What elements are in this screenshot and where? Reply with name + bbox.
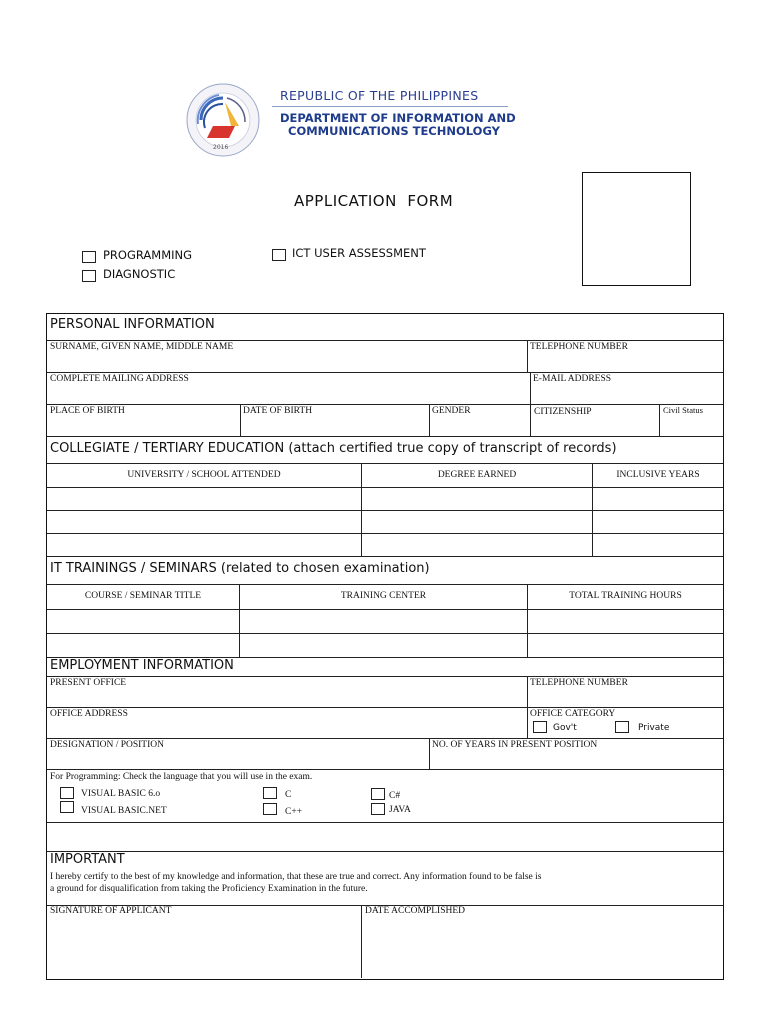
edu-row-1[interactable] — [47, 488, 723, 510]
ict-user-checkbox[interactable] — [272, 249, 286, 261]
certification-line1: I hereby certify to the best of my knowledge and information, that these are true and correct. Any information found to be false is — [50, 872, 542, 882]
gender-field[interactable]: GENDER — [432, 406, 471, 416]
republic-title: REPUBLIC OF THE PHILIPPINES — [280, 88, 479, 103]
row-line — [47, 851, 723, 852]
train-col-center: TRAINING CENTER — [340, 591, 427, 601]
ict-user-label: ICT USER ASSESSMENT — [292, 246, 426, 260]
civil-status-field[interactable]: Civil Status — [663, 405, 703, 415]
col-line — [530, 372, 531, 404]
cpp-label: C++ — [285, 807, 303, 817]
programming-instruction: For Programming: Check the language that you will use in the exam. — [50, 772, 313, 782]
header-divider — [272, 106, 508, 107]
years-position-field[interactable]: NO. OF YEARS IN PRESENT POSITION — [432, 740, 598, 750]
office-telephone-field[interactable]: TELEPHONE NUMBER — [530, 678, 628, 688]
col-line — [659, 404, 660, 436]
edu-row-2[interactable] — [47, 511, 723, 533]
private-checkbox[interactable] — [615, 721, 629, 733]
name-field[interactable]: SURNAME, GIVEN NAME, MIDDLE NAME — [50, 342, 234, 352]
important-heading: IMPORTANT — [50, 852, 125, 867]
certification-line2: a ground for disqualification from taking the Proficiency Examination in the future. — [50, 884, 368, 894]
personal-heading: PERSONAL INFORMATION — [50, 317, 215, 332]
edu-row-3[interactable] — [47, 534, 723, 556]
employment-heading: EMPLOYMENT INFORMATION — [50, 658, 234, 673]
vb6-checkbox[interactable] — [60, 787, 74, 799]
col-line — [429, 404, 430, 436]
vbnet-checkbox[interactable] — [60, 801, 74, 813]
edu-col-years: INCLUSIVE YEARS — [616, 470, 700, 480]
train-row-2[interactable] — [47, 634, 723, 657]
email-field[interactable]: E-MAIL ADDRESS — [533, 374, 612, 384]
office-category-label: OFFICE CATEGORY — [530, 709, 616, 719]
train-row-1[interactable] — [47, 610, 723, 633]
present-office-field[interactable]: PRESENT OFFICE — [50, 678, 127, 688]
date-of-birth-field[interactable]: DATE OF BIRTH — [243, 406, 313, 416]
citizenship-field[interactable]: CITIZENSHIP — [534, 407, 592, 417]
programming-label: PROGRAMMING — [103, 248, 193, 262]
trainings-heading: IT TRAININGS / SEMINARS (related to chosen examination) — [50, 561, 430, 576]
java-label: JAVA — [389, 805, 411, 815]
signature-field[interactable]: SIGNATURE OF APPLICANT — [50, 906, 172, 916]
csharp-checkbox[interactable] — [371, 788, 385, 800]
office-address-field[interactable]: OFFICE ADDRESS — [50, 709, 128, 719]
seal-year: 2016 — [213, 144, 229, 151]
row-line — [47, 372, 723, 373]
row-line — [47, 556, 723, 557]
col-line — [429, 738, 430, 769]
train-col-title: COURSE / SEMINAR TITLE — [84, 591, 202, 601]
department-line1: DEPARTMENT OF INFORMATION AND — [280, 111, 516, 125]
place-of-birth-field[interactable]: PLACE OF BIRTH — [50, 406, 125, 416]
cpp-checkbox[interactable] — [263, 803, 277, 815]
mailing-address-field[interactable]: COMPLETE MAILING ADDRESS — [50, 374, 189, 384]
row-line — [47, 340, 723, 341]
designation-field[interactable]: DESIGNATION / POSITION — [50, 740, 164, 750]
row-line — [47, 404, 723, 405]
row-line — [47, 769, 723, 770]
edu-col-school: UNIVERSITY / SCHOOL ATTENDED — [127, 470, 281, 480]
c-checkbox[interactable] — [263, 787, 277, 799]
blank-row[interactable] — [47, 823, 723, 851]
private-label: Private — [638, 723, 670, 733]
education-heading: COLLEGIATE / TERTIARY EDUCATION (attach certified true copy of transcript of records) — [50, 441, 617, 456]
java-checkbox[interactable] — [371, 803, 385, 815]
diagnostic-checkbox[interactable] — [82, 270, 96, 282]
programming-checkbox[interactable] — [82, 251, 96, 263]
c-label: C — [285, 790, 292, 800]
form-title: APPLICATION FORM — [294, 192, 454, 210]
row-line — [47, 463, 723, 464]
edu-col-degree: DEGREE EARNED — [437, 470, 517, 480]
telephone-field[interactable]: TELEPHONE NUMBER — [530, 342, 628, 352]
govt-label: Gov't — [553, 723, 577, 733]
date-accomplished-field[interactable]: DATE ACCOMPLISHED — [365, 906, 466, 916]
row-line — [47, 738, 723, 739]
col-line — [361, 905, 362, 978]
govt-checkbox[interactable] — [533, 721, 547, 733]
col-line — [240, 404, 241, 436]
row-line — [47, 584, 723, 585]
vb6-label: VISUAL BASIC 6.o — [81, 789, 161, 799]
photo-box[interactable] — [582, 172, 691, 286]
department-line2: COMMUNICATIONS TECHNOLOGY — [288, 124, 500, 138]
col-line — [530, 404, 531, 436]
row-line — [47, 436, 723, 437]
csharp-label: C# — [389, 791, 401, 801]
row-line — [47, 676, 723, 677]
vbnet-label: VISUAL BASIC.NET — [81, 806, 167, 816]
diagnostic-label: DIAGNOSTIC — [103, 267, 176, 281]
train-col-hours: TOTAL TRAINING HOURS — [569, 591, 682, 601]
row-line — [47, 707, 723, 708]
col-line — [527, 340, 528, 372]
